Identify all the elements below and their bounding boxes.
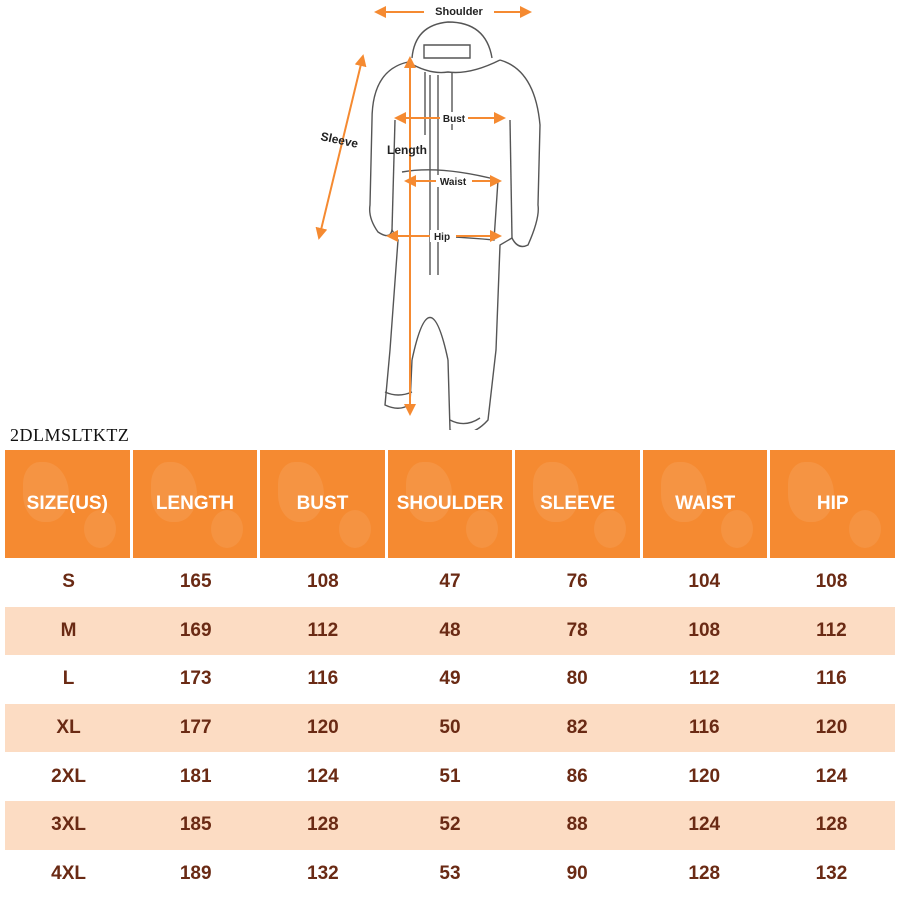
size-chart-table xyxy=(5,450,895,898)
length-cell: 169 xyxy=(179,619,212,641)
waist-cell: 120 xyxy=(688,765,721,787)
waist-cell: 104 xyxy=(688,571,721,593)
header-hip: HIP xyxy=(770,450,895,558)
size-cell: M xyxy=(60,619,77,641)
shoulder-cell: 48 xyxy=(439,619,461,641)
size-cell: S xyxy=(62,571,75,593)
hip-label: Hip xyxy=(433,232,451,243)
waist-cell: 116 xyxy=(688,717,720,739)
sleeve-cell: 82 xyxy=(566,717,588,739)
waist-label: Waist xyxy=(439,177,467,188)
length-cell: 173 xyxy=(179,668,212,690)
header-row xyxy=(5,450,895,558)
shoulder-cell: 49 xyxy=(439,668,461,690)
waist-cell: 124 xyxy=(688,814,721,836)
bust-cell: 128 xyxy=(307,814,339,836)
header-waist: WAIST xyxy=(643,450,768,558)
waist-cell: 112 xyxy=(688,668,720,690)
sleeve-cell: 76 xyxy=(566,571,588,593)
hip-cell: 116 xyxy=(816,668,847,690)
sleeve-cell: 88 xyxy=(566,814,588,836)
measurement-arrows xyxy=(320,12,526,410)
shoulder-cell: 52 xyxy=(439,814,461,836)
measurement-diagram xyxy=(300,0,600,430)
header-length: LENGTH xyxy=(133,450,258,558)
hip-cell: 120 xyxy=(815,717,848,739)
length-label: Length xyxy=(387,143,427,157)
size-cell: 3XL xyxy=(51,814,86,836)
header-shoulder: SHOULDER xyxy=(388,450,513,558)
length-cell: 189 xyxy=(179,862,212,884)
bust-cell: 112 xyxy=(307,619,339,641)
size-cell: 4XL xyxy=(51,862,86,884)
length-cell: 177 xyxy=(179,717,212,739)
size-cell: L xyxy=(62,668,75,690)
hip-cell: 112 xyxy=(816,619,847,641)
bust-cell: 132 xyxy=(307,862,339,884)
sleeve-cell: 86 xyxy=(566,765,588,787)
waist-cell: 108 xyxy=(688,619,721,641)
table-row xyxy=(5,655,895,704)
hip-cell: 132 xyxy=(815,862,848,884)
table-row xyxy=(5,704,895,753)
header-sleeve: SLEEVE xyxy=(515,450,640,558)
table-row xyxy=(5,607,895,656)
shoulder-cell: 50 xyxy=(439,717,461,739)
bust-cell: 116 xyxy=(307,668,339,690)
sleeve-cell: 78 xyxy=(566,619,588,641)
jumpsuit-illustration xyxy=(300,0,600,430)
product-code: 2DLMSLTKTZ xyxy=(10,425,130,445)
length-cell: 165 xyxy=(179,571,212,593)
bust-cell: 120 xyxy=(307,717,339,739)
sleeve-cell: 90 xyxy=(566,862,588,884)
shoulder-label: Shoulder xyxy=(435,6,483,18)
hip-cell: 108 xyxy=(815,571,848,593)
shoulder-cell: 47 xyxy=(439,571,461,593)
bust-label: Bust xyxy=(442,114,466,125)
header-size: SIZE(US) xyxy=(5,450,130,558)
header-bust: BUST xyxy=(260,450,385,558)
hip-cell: 124 xyxy=(815,765,848,787)
table-row xyxy=(5,558,895,607)
length-cell: 181 xyxy=(179,765,212,787)
size-cell: 2XL xyxy=(51,765,86,787)
shoulder-cell: 53 xyxy=(439,862,461,884)
bust-cell: 108 xyxy=(307,571,339,593)
shoulder-cell: 51 xyxy=(439,765,461,787)
table-row xyxy=(5,850,895,899)
sleeve-label: Sleeve xyxy=(319,129,360,151)
hip-cell: 128 xyxy=(815,814,848,836)
table-row xyxy=(5,752,895,801)
sleeve-cell: 80 xyxy=(566,668,588,690)
waist-cell: 128 xyxy=(688,862,721,884)
length-cell: 185 xyxy=(179,814,212,836)
bust-cell: 124 xyxy=(307,765,339,787)
size-cell: XL xyxy=(56,717,81,739)
table-row xyxy=(5,801,895,850)
jumpsuit-outline xyxy=(370,22,540,430)
